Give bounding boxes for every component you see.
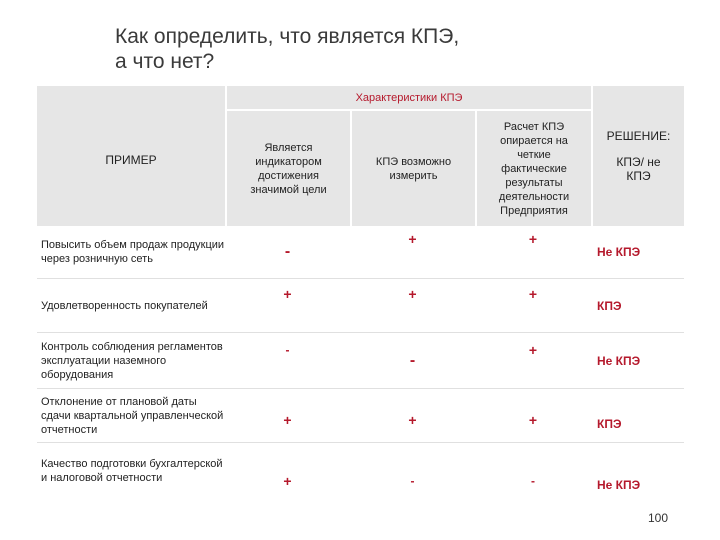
characteristics-group-header: Характеристики КПЭ <box>225 86 591 111</box>
column-header-significant-goal: Является индикатором достижения значимой цели <box>225 111 350 226</box>
slide-title <box>115 24 459 74</box>
table-cell-solution: Не КПЭ <box>591 226 684 279</box>
column-header-measurable: КПЭ возможно измерить <box>350 111 475 226</box>
table-cell-mark: + <box>475 333 591 389</box>
table-cell-mark: + <box>225 389 350 443</box>
solution-header-subtitle: КПЭ/ не КПЭ <box>616 155 661 183</box>
solution-header-title: РЕШЕНИЕ: <box>606 129 671 143</box>
solution-column-header <box>591 86 684 226</box>
table-cell-mark: + <box>350 389 475 443</box>
slide-title-line-2: а что нет? <box>115 50 215 73</box>
table-cell-mark: + <box>475 279 591 333</box>
table-cell-solution: Не КПЭ <box>591 333 684 389</box>
table-row-example: Отклонение от плановой даты сдачи квартальной управленческой отчетности <box>37 389 225 443</box>
table-cell-solution: КПЭ <box>591 279 684 333</box>
table-cell-mark: + <box>475 389 591 443</box>
table-cell-mark: + <box>283 472 292 489</box>
table-cell-mark: - <box>225 333 350 389</box>
table-cell-mark: + <box>225 279 350 333</box>
table-row-example: Повысить объем продаж продукции через розничную сеть <box>37 226 225 279</box>
table-row-example: Качество подготовки бухгалтерской и налоговой отчетности <box>41 457 223 484</box>
table-cell-mark: + <box>475 226 591 279</box>
page-number: 100 <box>648 511 669 525</box>
column-header-factual-results: Расчет КПЭ опирается на четкие фактические результаты деятельности Предприятия <box>475 111 591 226</box>
table-cell-mark: + <box>350 226 475 279</box>
table-cell-mark: - <box>225 226 350 279</box>
kpi-table <box>37 86 684 498</box>
slide-title-line-1: Как определить, что является КПЭ, <box>115 25 460 48</box>
table-cell-mark: - <box>531 473 535 488</box>
table-cell-solution: КПЭ <box>591 389 684 443</box>
table-cell-mark: - <box>410 473 415 488</box>
table-cell-mark: + <box>350 279 475 333</box>
table-row-example: Удовлетворенность покупателей <box>37 279 225 333</box>
table-cell-mark: - <box>350 333 475 389</box>
example-column-header: ПРИМЕР <box>37 86 225 226</box>
table-row-example: Контроль соблюдения регламентов эксплуатации наземного оборудования <box>37 333 225 389</box>
table-cell-solution: Не КПЭ <box>597 477 641 492</box>
